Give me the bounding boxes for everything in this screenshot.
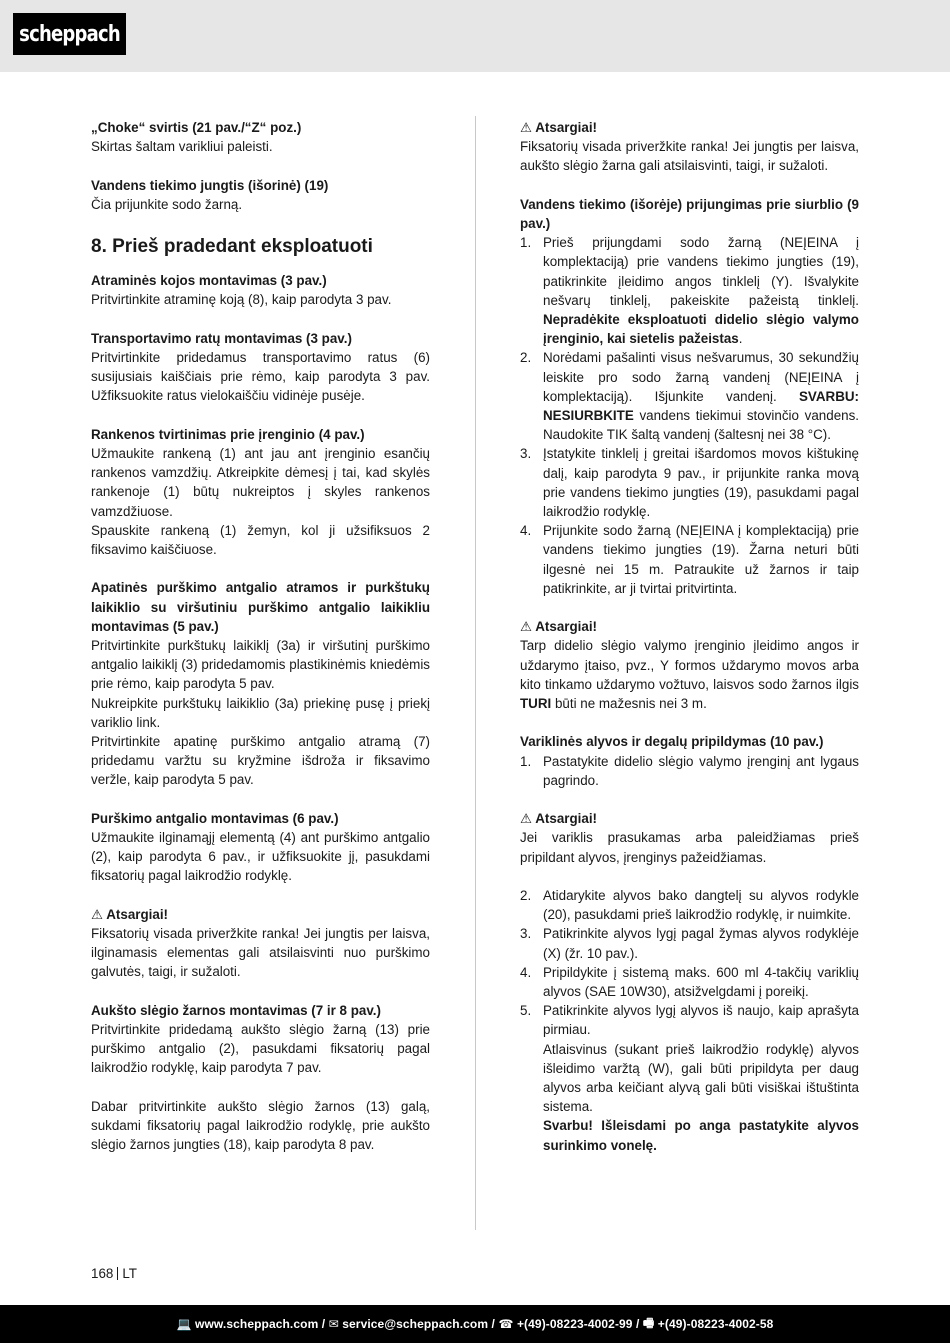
list-item: 4. Pripildykite į sistemą maks. 600 ml 4-takčių variklių alyvos (SAE 10W30), atsižvelgdami į poreikį. (520, 964, 859, 1000)
nozzle-holder-text-2: Nukreipkite purkštukų laikiklio (3a) priekinę pusę į priekį variklio link. (91, 695, 430, 730)
nozzle-holder-text-1: Pritvirtinkite purkštukų laikiklį (3a) ir viršutinį purškimo antgalio laikiklį (3) pridedamomis plastikinėmis kniedėmis prie rėmo, kaip parodyta 5 pav. (91, 638, 430, 692)
warning-2-text: Fiksatorių visada priveržkite ranka! Jei jungtis per laisva, aukšto slėgio žarna gali atsilaisvinti, taigi, ir sužaloti. (520, 139, 859, 174)
hose-text-1: Pritvirtinkite pridedamą aukšto slėgio žarną (13) prie purškimo antgalio (2), pasukdami fiksatorių pagal laikrodžio rodyklę, kaip parodyta 7 pav. (91, 1022, 430, 1076)
water-connection-title: Vandens tiekimo jungtis (išorinė) (19) (91, 177, 329, 193)
computer-icon: 💻 (176, 1317, 192, 1331)
warning-icon: ⚠ (520, 120, 533, 135)
list-item: 1. Pastatykite didelio slėgio valymo įrenginį ant lygaus pagrindo. (520, 753, 859, 788)
handle-text-2: Spauskite rankeną (1) žemyn, kol ji užsifiksuos 2 fiksavimo kaiščiuose. (91, 522, 430, 557)
list-item: 2. Atidarykite alyvos bako dangtelį su alyvos rodykle (20), pasukdami prieš laikrodžio rodyklę, ir nuimkite. (520, 888, 859, 923)
column-divider (475, 116, 476, 1230)
oil-title: Variklinės alyvos ir degalų pripildymas (10 pav.) (520, 734, 824, 750)
list-item: 2. Norėdami pašalinti visus nešvarumus, 30 sekundžių leiskite pro sodo žarną vandenį (NEĮEINA į komplektaciją). Išjunkite vandenį. SVARBU: NESIURBKITE vandens tiekimui stovinčio vandens. Naudokite TIK šaltą vandenį (šaltesnį nei 38 °C). (520, 350, 859, 443)
warning-icon: ⚠ (91, 906, 104, 922)
warning-4-text: Jei variklis prasukamas arba paleidžiamas prieš pripildant alyvos, įrenginys pažeidžiamas. (520, 830, 859, 865)
stand-text: Pritvirtinkite atraminę koją (8), kaip parodyta 3 pav. (91, 292, 392, 308)
water-connection-text: Čia prijunkite sodo žarną. (91, 196, 243, 212)
page-header (0, 0, 950, 72)
warning-2-title (520, 118, 859, 137)
wheels-title: Transportavimo ratų montavimas (3 pav.) (91, 330, 352, 346)
hose-title: Aukšto slėgio žarnos montavimas (7 ir 8 pav.) (91, 1002, 381, 1018)
wheels-text: Pritvirtinkite pridedamus transportavimo ratus (6) susijusiais kaiščiais prie rėmo, kaip parodyta 3 pav. Užfiksuokite ratus vielokaiščiu vidinėje pusėje. (91, 349, 430, 404)
phone-icon: ☎ (498, 1317, 514, 1331)
footer-website[interactable]: www.scheppach.com (195, 1317, 319, 1331)
oil-list-1 (520, 752, 859, 790)
nozzle-holder-title: Apatinės purškimo antgalio atramos ir purkštukų laikiklio su viršutiniu purškimo antgalio laikikliu montavimas (5 pav.) (91, 580, 430, 634)
list-item: 3. Patikrinkite alyvos lygį pagal žymas alyvos rodyklėje (X) (žr. 10 pav.). (520, 926, 859, 961)
hose-text-2: Dabar pritvirtinkite aukšto slėgio žarnos (13) galą, sukdami fiksatorių pagal laikrodžio rodyklę, prie aukšto slėgio žarnos jungties (18), kaip parodyta 8 pav. (91, 1098, 430, 1153)
warning-icon: ⚠ (520, 811, 533, 827)
mail-icon: ✉ (328, 1317, 339, 1331)
warning-icon: ⚠ (520, 619, 533, 635)
warning-4-title (520, 809, 859, 828)
lance-text: Užmaukite ilginamąjį elementą (4) ant purškimo antgalio (2), kaip parodyta 6 pav., ir užfiksuokite jį, pasukdami fiksatorių pagal laikrodžio rodyklę. (91, 830, 430, 884)
fax-icon: 🖷 (642, 1315, 655, 1330)
list-item: 3. Įstatykite tinklelį į greitai išardomos movos kištukinę dalį, kaip parodyta 9 pav., ir prijunkite ranka movą prie vandens tiekimo jungties (19), pasukdami pagal laikrodžio rodyklę. (520, 446, 859, 520)
water-supply-title: Vandens tiekimo (išorėje) prijungimas prie siurblio (9 pav.) (520, 196, 859, 231)
water-supply-list (520, 233, 859, 598)
stand-title: Atraminės kojos montavimas (3 pav.) (91, 273, 327, 289)
choke-title: „Choke“ svirtis (21 pav./“Z“ poz.) (91, 120, 302, 135)
footer-fax: +(49)-08223-4002-58 (657, 1317, 774, 1331)
choke-text: Skirtas šaltam varikliui paleisti. (91, 139, 273, 155)
left-column (91, 118, 430, 1154)
lance-title: Purškimo antgalio montavimas (6 pav.) (91, 810, 339, 826)
warning-4-label: Atsargiai! (535, 811, 598, 827)
warning-2-label: Atsargiai! (535, 120, 598, 135)
warning-1-title (91, 905, 430, 924)
list-item: 5. Patikrinkite alyvos lygį alyvos iš naujo, kaip aprašyta pirmiau. Atlaisvinus (sukant prieš laikrodžio rodyklę) alyvos išleidimo varžtą (W), gali būti pripildyta per daug alyvos arba keičiant alyvą gali būti visiškai ištuštinta sistema. Svarbu! Išleisdami po anga pastatykite alyvos surinkimo vonelę. (520, 1003, 859, 1153)
nozzle-holder-text-3: Pritvirtinkite apatinę purškimo antgalio atramą (7) pridedamu varžtu su kryžmine išdroža ir fiksavimo veržle, kaip parodyta 5 pav. (91, 734, 430, 788)
list-item: 4. Prijunkite sodo žarną (NEĮEINA į komplektaciją) prie vandens tiekimo jungties (19). Žarna neturi būti ilgesnė nei 15 m. Patraukite už žarnos ir taip patikrinkite, ar ji tvirtai pritvirtinta. (520, 523, 859, 596)
page-footer: 💻 www.scheppach.com / ✉ service@scheppach.com / ☎ +(49)-08223-4002-99 / 🖷 +(49)-08223-4002-58 (0, 1305, 950, 1343)
footer-phone: +(49)-08223-4002-99 (516, 1317, 633, 1331)
section-heading: 8. Prieš pradedant eksploatuoti (91, 236, 373, 258)
warning-3-text: Tarp didelio slėgio valymo įrenginio įleidimo angos ir uždarymo įtaiso, pvz., Y formos uždarymo movos arba kito tinkamo uždarymo vožtuvo, laisvos sodo žarnos ilgis TURI būti ne mažesnis nei 3 m. (520, 638, 859, 712)
warning-3-title (520, 617, 859, 636)
handle-text-1: Užmaukite rankeną (1) ant jau ant įrenginio esančių rankenos vamzdžių. Atkreipkite dėmesį į tai, kad skylės rankenoje (1) būtų nukreiptos į skyles rankenos vamzdžiuose. (91, 445, 430, 519)
warning-1-text: Fiksatorių visada priveržkite ranka! Jei jungtis per laisva, ilginamasis elementas gali atsilaisvinti nuo purškimo galvutės, taigi, ir sužaloti. (91, 926, 430, 980)
list-item: 1. Prieš prijungdami sodo žarną (NEĮEINA į komplektaciją) prie vandens tiekimo jungties (19), patikrinkite įleidimo angos tinklelį (Y). Išvalykite nešvarų tinklelį, pakeiskite pažeistą tinklelį. Nepradėkite eksploatuoti didelio slėgio valymo įrenginio, kai sietelis pažeistas. (520, 235, 859, 347)
page-number: 168 LT (91, 1266, 137, 1281)
handle-title: Rankenos tvirtinimas prie įrenginio (4 pav.) (91, 426, 365, 442)
right-column (520, 118, 859, 1155)
warning-3-label: Atsargiai! (535, 619, 598, 635)
warning-1-label: Atsargiai! (106, 906, 169, 922)
logo-text: scheppach (19, 21, 120, 47)
footer-email[interactable]: service@scheppach.com (342, 1317, 489, 1331)
oil-list-2 (520, 886, 859, 1155)
scheppach-logo (13, 13, 126, 55)
